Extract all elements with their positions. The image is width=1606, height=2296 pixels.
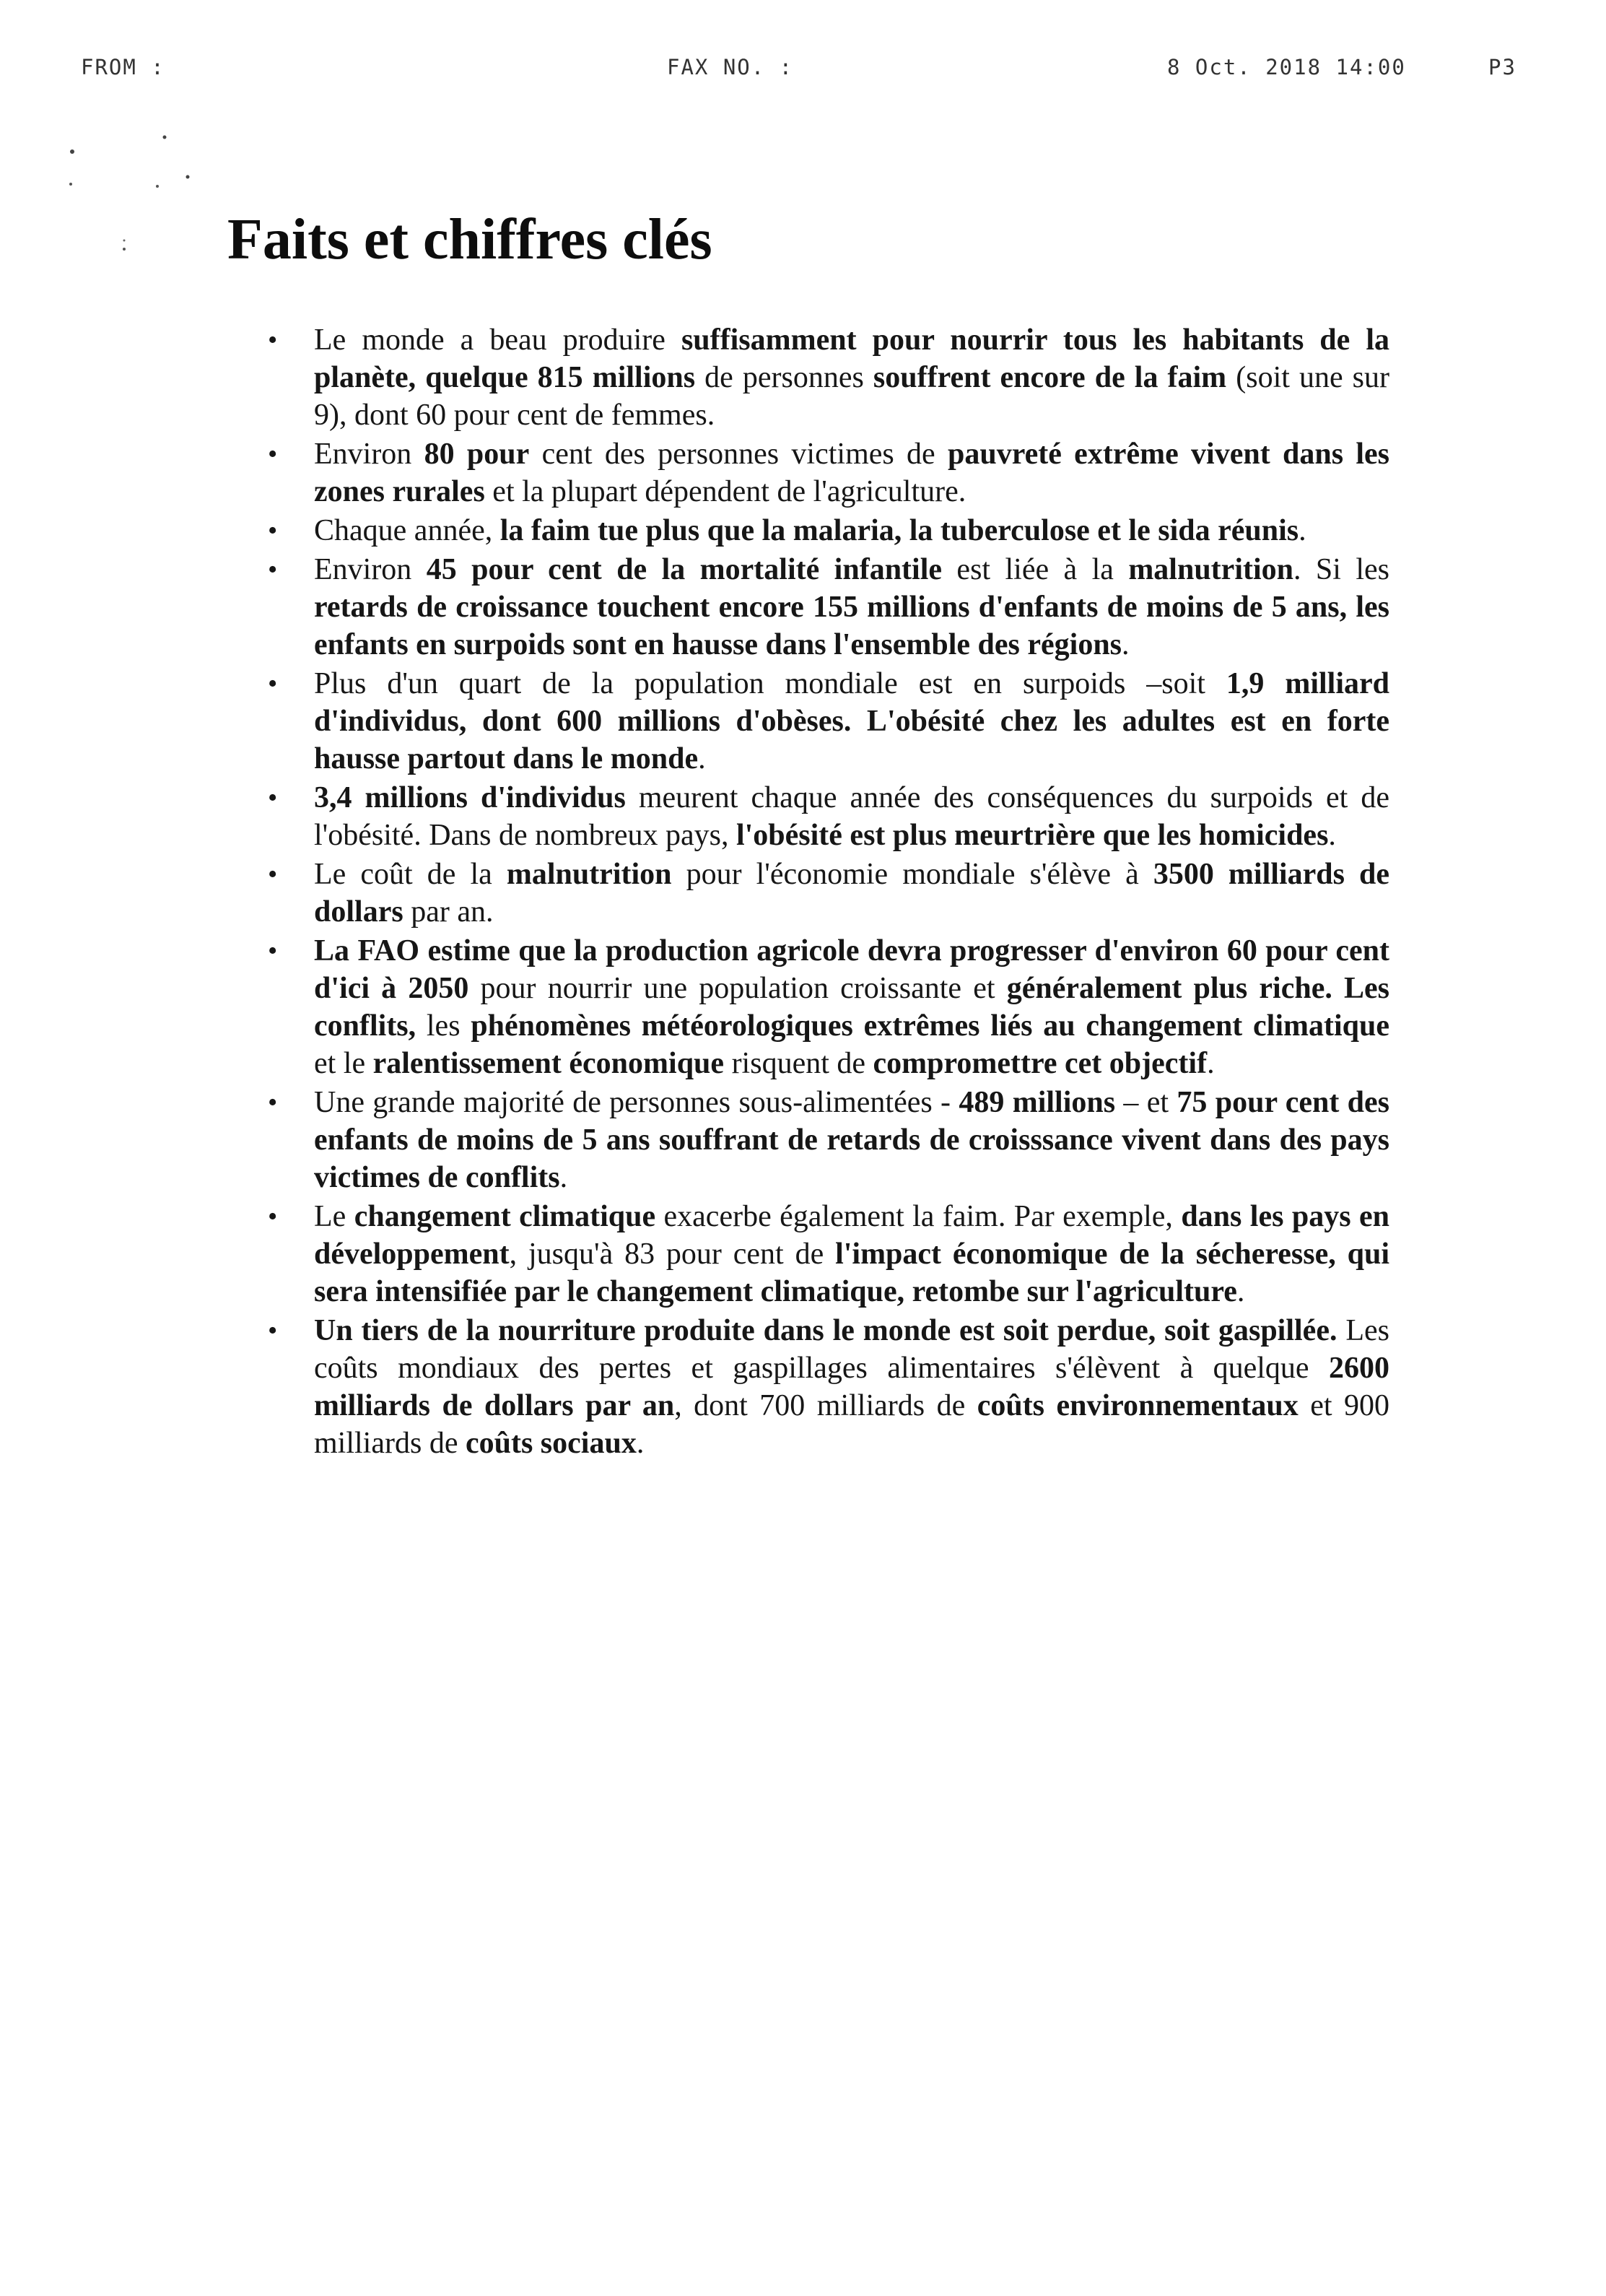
fact-text: . xyxy=(1299,514,1306,547)
fact-text: Environ xyxy=(314,553,427,586)
fact-text: . xyxy=(1236,1275,1245,1308)
fact-text: , dont 700 milliards de xyxy=(674,1389,977,1422)
fact-text: Plus d'un quart de la population mondiale est en surpoids –soit xyxy=(314,667,1226,700)
fact-text-bold: 3500 milliards de dollars xyxy=(314,858,1389,929)
fact-text-bold: malnutrition xyxy=(506,858,672,891)
fact-text-bold: l'impact économique de la sécheresse, qui sera intensifiée par le changement climatique, retombe sur l'agriculture xyxy=(314,1238,1389,1308)
bullet-icon: • xyxy=(268,1087,278,1118)
fact-item xyxy=(268,551,1390,664)
fact-text: est liée à la xyxy=(942,553,1129,586)
fact-text-bold: retards de croissance touchent encore 155 millions d'enfants de moins de 5 ans, les enfants en surpoids sont en hausse dans l'ensemble des régions xyxy=(314,591,1389,661)
fact-text: Le monde a beau produire xyxy=(314,323,681,357)
fact-text: Le coût de la xyxy=(314,858,507,891)
fact-text: pour nourrir une population croissante et xyxy=(468,972,1007,1005)
fact-text-bold: 45 pour cent de la mortalité infantile xyxy=(426,553,943,586)
fact-text: – et xyxy=(1115,1086,1177,1119)
fact-text: risquent de xyxy=(724,1047,873,1080)
fact-text: Les coûts mondiaux des pertes et gaspillages alimentaires s'élèvent à quelque xyxy=(314,1314,1389,1385)
bullet-icon: • xyxy=(268,936,278,966)
fact-text-bold: ralentissement économique xyxy=(372,1047,725,1080)
fact-text: par an. xyxy=(403,895,494,929)
fact-text: Environ xyxy=(314,438,424,471)
fact-text: (soit une sur 9), dont 60 pour cent de femmes. xyxy=(314,361,1389,432)
fact-text-bold: phénomènes météorologiques extrêmes liés au changement climatique xyxy=(471,1009,1390,1043)
bullet-icon: • xyxy=(268,516,278,546)
fax-number-label: FAX NO. : xyxy=(667,55,794,79)
fact-text: exacerbe également la faim. Par exemple, xyxy=(655,1200,1182,1233)
fact-text: et le xyxy=(314,1047,373,1080)
fact-text: . xyxy=(1122,628,1130,661)
fact-text-bold: changement climatique xyxy=(354,1200,656,1233)
bullet-icon: • xyxy=(268,555,278,585)
fact-text-bold: 489 millions xyxy=(959,1086,1116,1119)
fact-text-bold: pauvreté extrême vivent dans les zones rurales xyxy=(314,438,1390,508)
fact-text: . xyxy=(559,1161,568,1194)
fact-item xyxy=(268,1084,1389,1196)
fax-from-label: FROM : xyxy=(81,55,165,79)
fact-text-bold: coûts environnementaux xyxy=(977,1389,1299,1422)
fact-text-bold: la faim tue plus que la malaria, la tuberculose et le sida réunis xyxy=(499,514,1299,547)
fact-text: Chaque année, xyxy=(314,514,500,547)
facts-list xyxy=(268,321,1390,1464)
fact-text: , jusqu'à 83 pour cent de xyxy=(509,1238,836,1271)
fact-text-bold: 80 pour xyxy=(424,438,530,471)
bullet-icon: • xyxy=(268,439,278,469)
fact-item xyxy=(268,512,1389,549)
bullet-icon: • xyxy=(268,669,278,699)
fact-text-bold: malnutrition xyxy=(1128,553,1293,586)
bullet-icon: • xyxy=(268,325,278,355)
fact-item xyxy=(268,856,1389,931)
fact-text: et la plupart dépendent de l'agriculture. xyxy=(484,475,966,508)
fact-text-bold: souffrent encore de la faim xyxy=(873,361,1227,394)
fact-text-bold: Un tiers de la nourriture produite dans le monde est soit perdue, soit gaspillée. xyxy=(314,1314,1337,1347)
bullet-icon: • xyxy=(268,859,278,890)
fact-item xyxy=(268,321,1390,434)
fax-page-number: P3 xyxy=(1488,55,1516,79)
fax-header xyxy=(81,55,1524,84)
fact-text: de personnes xyxy=(695,361,873,394)
fact-text: meurent chaque année des conséquences du surpoids et de l'obésité. Dans de nombreux pays, xyxy=(314,781,1389,852)
fact-text-bold: suffisamment pour nourrir tous les habitants de la planète, quelque 815 millions xyxy=(314,323,1390,394)
fact-text-bold: compromettre cet objectif xyxy=(873,1047,1208,1080)
fact-text-bold: 75 pour cent des enfants de moins de 5 ans souffrant de retards de croisssance vivent dans des pays victimes de conflits xyxy=(314,1086,1389,1194)
fact-text: cent des personnes victimes de xyxy=(529,438,948,471)
fact-text-bold: généralement plus riche. Les conflits, xyxy=(314,972,1390,1043)
fact-text: les xyxy=(416,1009,471,1043)
fact-text-bold: 1,9 milliard d'individus, dont 600 millions d'obèses. L'obésité chez les adultes est en forte hausse partout dans le monde xyxy=(314,667,1390,775)
bullet-icon: • xyxy=(268,1316,278,1346)
fact-text: Une grande majorité de personnes sous-alimentées - xyxy=(314,1086,959,1119)
fax-timestamp: 8 Oct. 2018 14:00 xyxy=(1167,55,1406,79)
fact-text-bold: 2600 milliards de dollars par an xyxy=(314,1352,1389,1422)
fact-text-bold: La FAO estime que la production agricole devra progresser d'environ 60 pour cent d'ici à 2050 xyxy=(314,934,1389,1005)
fact-text: . xyxy=(698,742,706,775)
fact-item xyxy=(268,665,1390,778)
fact-text: . xyxy=(1207,1047,1215,1080)
fact-text: et 900 milliards de xyxy=(314,1389,1389,1460)
fact-text: pour l'économie mondiale s'élève à xyxy=(671,858,1153,891)
fact-item xyxy=(268,1312,1389,1462)
fact-item xyxy=(268,1198,1390,1310)
fact-text-bold: 3,4 millions d'individus xyxy=(314,781,626,814)
fact-item xyxy=(268,435,1390,510)
fact-text: . xyxy=(636,1427,645,1460)
bullet-icon: • xyxy=(268,783,278,813)
fact-text: Le xyxy=(314,1200,354,1233)
fact-text-bold: dans les pays en développement xyxy=(314,1200,1390,1271)
fact-item xyxy=(268,779,1389,854)
fact-text-bold: l'obésité est plus meurtrière que les homicides xyxy=(736,819,1329,852)
fact-text-bold: coûts sociaux xyxy=(465,1427,637,1460)
fact-text: . Si les xyxy=(1293,553,1390,586)
bullet-icon: • xyxy=(268,1201,278,1232)
fact-item xyxy=(268,932,1390,1082)
fact-text: . xyxy=(1328,819,1336,852)
page-title: Faits et chiffres clés xyxy=(227,208,712,271)
